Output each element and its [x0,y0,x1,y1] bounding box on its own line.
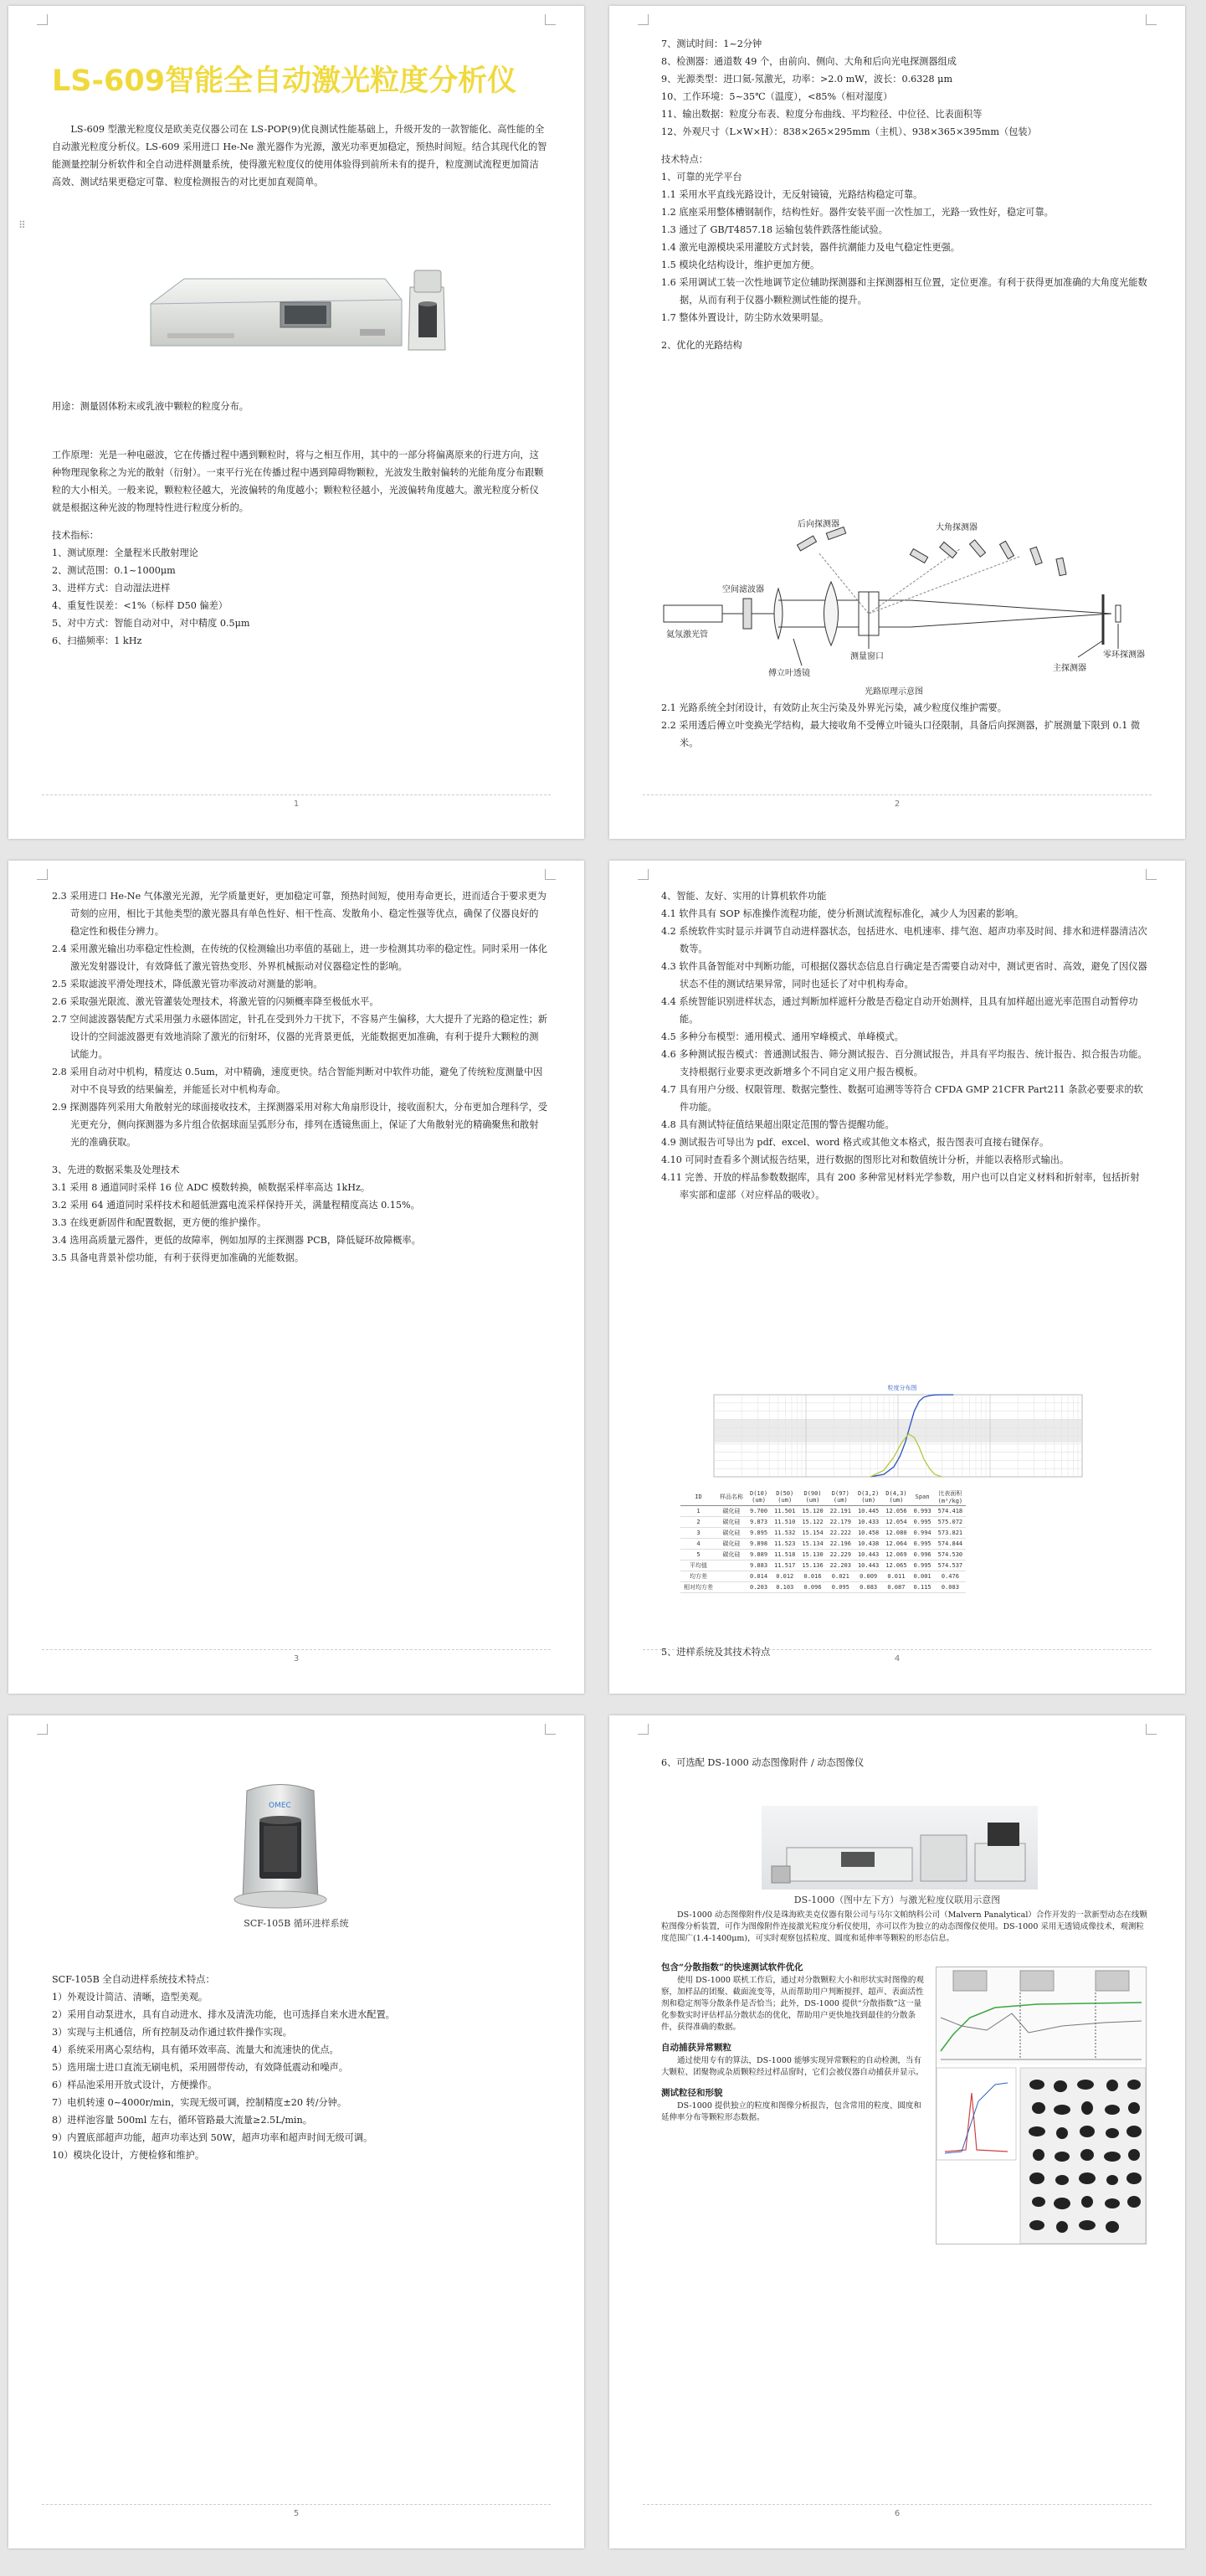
ds1000-description: DS-1000 动态图像附件/仪是珠海欧美克仪器有限公司与马尔文帕纳科公司（Malvern Panalytical）合作开发的一款新型动态在线颗粒图像分析装置，可作为图像附件连接激光粒度分析仪使用，亦可以作为独立的动态图像仪使用。DS-1000 采用无透镜成像技术，观测粒度范围广(1.4-1400μm)，可实时观察包括粒度、圆度和延伸率等颗粒的形态信息。 [661,1910,1147,1943]
table-cell: 0.115 [911,1582,935,1593]
feature-item: 1.1 采用水平直线光路设计，无反射镜镜，光路结构稳定可靠。 [661,189,923,200]
crop-mark [638,1724,649,1735]
feature-item: 1.4 激光电源模块采用灌胶方式封装，器件抗潮能力及电气稳定性更强。 [661,242,960,253]
table-cell: 9.895 [747,1528,771,1539]
table-cell: 12.054 [882,1517,910,1528]
document-page-1 [8,6,584,839]
feature-heading: 包含“分散指数”的快速测试软件优化 [661,1962,803,1972]
feature-item: 4.11 完善、开放的样品参数数据库，具有 200 多种常见材料光学参数，用户也可以自定义材料和折射率，包括折射率实部和虚部（对应样品的吸收）。 [661,1172,1140,1201]
table-cell: 12.069 [882,1550,910,1561]
feature-item: 2）采用自动泵进水，具有自动进水、排水及清洗功能，也可选择自来水进水配置。 [52,2009,395,2020]
table-cell: 碳化硅 [716,1528,747,1539]
table-header-cell: D(4,3) (um) [882,1489,910,1506]
page-number: 3 [293,1654,300,1663]
intro-paragraph: LS-609 型激光粒度仪是欧美克仪器公司在 LS-POP(9)优良测试性能基础上，升级开发的一款智能化、高性能的全自动激光粒度分析仪。LS-609 采用进口 He-Ne 激光器作为光源，激光功率更加稳定，预热时间短。结合其现代化的智能测量控制分析软件和全自动进样测量系统，使得激光粒度仪的使用体验得到前所未有的提升，粒度测试流程更加简洁高效、测试结果更稳定可靠、粒度检测报告的对比更加直观简单。 [52,124,547,188]
feature-item: 4.2 系统软件实时显示并调节自动进样器状态，包括进水、电机速率、排气泡、超声功率及时间、排水和进样器清洁次数等。 [661,926,1147,954]
feature-item: 4.1 软件具有 SOP 标准操作流程功能，使分析测试流程标准化，减少人为因素的影响。 [661,908,1024,919]
feature-heading: 测试粒径和形貌 [661,2088,723,2098]
table-cell: 0.993 [911,1506,935,1517]
table-header-cell: D(3,2) (um) [854,1489,882,1506]
table-cell: 碳化硅 [716,1550,747,1561]
feature-item: 3.2 采用 64 通道同时采样技术和超低泄露电流采样保持开关，满量程精度高达 0.15%。 [52,1200,420,1211]
table-cell [716,1571,747,1582]
table-cell: 22.229 [827,1550,854,1561]
document-page-2 [609,6,1185,839]
results-table [680,1489,966,1593]
table-cell: 15.154 [798,1528,826,1539]
page-number: 6 [894,2509,901,2518]
feature-item: 4.6 多种测试报告模式：普通测试报告、筛分测试报告、百分测试报告，并具有平均报告、统计报告、拟合报告功能。支持根据行业要求更改新增多个不同自定义用户报告模板。 [661,1049,1147,1077]
feature-item: 2.2 采用透后傅立叶变换光学结构，最大接收角不受傅立叶镜头口径限制，具备后向探测器，扩展测量下限到 0.1 微米。 [661,720,1141,748]
table-cell: 均方差 [680,1571,716,1582]
table-cell: 10.458 [854,1528,882,1539]
table-cell: 9.883 [747,1561,771,1571]
table-cell [716,1561,747,1571]
crop-mark [545,14,556,25]
table-cell: 574.418 [935,1506,967,1517]
table-cell: 碳化硅 [716,1539,747,1550]
feature-item: 6）样品池采用开放式设计，方便操作。 [52,2080,218,2090]
feature-text: DS-1000 提供独立的粒度和图像分析报告，包含常用的粒度、圆度和延伸率分布等颗粒形态数据。 [661,2101,921,2122]
table-header-cell: D(97) (um) [827,1489,854,1506]
table-header-cell: D(90) (um) [798,1489,826,1506]
table-cell: 574.537 [935,1561,967,1571]
document-page-5 [8,1715,584,2548]
feature-item: 5）选用瑞士进口直流无刷电机，采用圆带传动，有效降低震动和噪声。 [52,2062,348,2073]
table-cell: 573.821 [935,1528,967,1539]
table-cell: 0.012 [771,1571,798,1582]
feature-item: 3.5 具备电背景补偿功能，有利于获得更加准确的光能数据。 [52,1252,305,1263]
table-cell: 0.083 [854,1582,882,1593]
page-number: 5 [293,2509,300,2518]
spec-item: 2、测试范围：0.1~1000μm [52,565,176,576]
feature-text: 通过使用专有的算法，DS-1000 能够实现异常颗粒的自动检测，当有大颗粒、团聚物或杂质颗粒经过样品窗时，它们会被仪器自动捕获并显示。 [661,2056,924,2077]
table-cell: 574.530 [935,1550,967,1561]
page-footer [42,794,551,820]
crop-mark [1146,1724,1157,1735]
diagram-label: 空间滤波器 [722,585,764,594]
page-footer [643,2504,1152,2530]
feature-item: 4.4 系统智能识别进样状态，通过判断加样遮杆分散是否稳定自动开始测样，且具有加样超出遮光率范围自动暂停功能。 [661,996,1138,1025]
feature-item: 7）电机转速 0~4000r/min，实现无级可调，控制精度±20 转/分钟。 [52,2097,347,2108]
section-heading: 6、可选配 DS-1000 动态图像附件 / 动态图像仪 [661,1757,865,1768]
feature-item: 1.3 通过了 GB/T4857.18 运输包装件跌落性能试验。 [661,224,888,235]
table-cell: 平均值 [680,1561,716,1571]
diagram-label: 测量窗口 [850,652,884,661]
section-heading: 1、可靠的光学平台 [661,172,742,183]
table-header-cell: D(10) (um) [747,1489,771,1506]
table-cell: 0.087 [882,1582,910,1593]
feature-item: 4.3 软件具备智能对中判断功能，可根据仪器状态信息自行确定是否需要自动对中，测试更省时、高效，避免了因仪器状态不佳的测试结果异常，同时也延长了对中机构寿命。 [661,961,1147,990]
spec-item: 9、光源类型：进口氦-氖激光，功率：>2.0 mW，波长：0.6328 μm [661,74,953,85]
table-header-cell: ID [680,1489,716,1506]
table-row [680,1506,966,1517]
table-cell: 0.083 [935,1582,967,1593]
table-cell: 15.136 [798,1561,826,1571]
spec-item: 5、对中方式：智能自动对中，对中精度 0.5μm [52,618,250,629]
table-header-cell: Span [911,1489,935,1506]
table-cell: 0.995 [911,1561,935,1571]
drag-handle-icon[interactable]: ⠿ [18,219,26,231]
table-cell: 22.179 [827,1517,854,1528]
spec-item: 8、检测器：通道数 49 个，由前向、侧向、大角和后向光电探测器组成 [661,56,957,67]
table-cell: 9.873 [747,1517,771,1528]
table-cell: 4 [680,1539,716,1550]
spec-item: 4、重复性误差：<1%（标样 D50 偏差） [52,600,228,611]
principle-paragraph: 工作原理：光是一种电磁波，它在传播过程中遇到颗粒时，将与之相互作用，其中的一部分将偏离原来的行进方向，这种物理现象称之为光的散射（衍射）。一束平行光在传播过程中遇到障碍物颗粒，光波发生散射偏转的光能角度分布跟颗粒的大小相关。一般来说，颗粒粒径越大，光波偏转的角度越小；颗粒粒径越小，光波偏转角度越大。激光粒度分析仪就是根据这种光波的物理特性进行粒度分析的。 [52,450,544,513]
feature-item: 1.7 整体外置设计，防尘防水效果明显。 [661,312,829,323]
diagram-label: 氦氖激光管 [666,630,708,640]
feature-item: 2.7 空间滤波器装配方式采用强力永磁体固定，针孔在受到外力干扰下，不容易产生偏移，大大提升了光路的稳定性；新设计的空间滤波器更有效地消除了激光的衍射环，仪器的光背景更低，光能数据更加准确，有利于提升大颗粒的测试能力。 [52,1014,547,1060]
table-cell: 11.517 [771,1561,798,1571]
table-cell: 15.120 [798,1506,826,1517]
table-header-row [680,1489,966,1506]
section-heading: 2、优化的光路结构 [661,340,742,351]
table-cell: 9.898 [747,1539,771,1550]
svg-text:OMEC: OMEC [269,1802,291,1810]
spec-item: 3、进样方式：自动湿法进样 [52,583,171,594]
usage-paragraph: 用途：测量固体粉末或乳液中颗粒的粒度分布。 [52,401,249,412]
feature-item: 4.9 测试报告可导出为 pdf、excel、word 格式或其他文本格式，报告图表可直接右键保存。 [661,1137,1049,1148]
table-cell: 15.134 [798,1539,826,1550]
ds1000-photo [762,1806,1038,1890]
table-row [680,1517,966,1528]
page-footer [42,1649,551,1675]
document-title: LS-609智能全自动激光粒度分析仪 [52,64,517,98]
crop-mark [638,869,649,880]
feature-item: 1.2 底座采用整体槽钢制作，结构性好。器件安装平面一次性加工，光路一致性好，稳定可靠。 [661,207,1054,218]
spec-item: 10、工作环境：5~35℃（温度），<85%（相对湿度） [661,91,893,102]
document-page-4 [609,861,1185,1694]
table-cell: 10.445 [854,1506,882,1517]
table-cell: 0.995 [911,1539,935,1550]
feature-heading: 自动捕获异常颗粒 [661,2043,731,2053]
feature-item: 4）系统采用离心泵结构，具有循环效率高、流量大和流速快的优点。 [52,2044,339,2055]
feature-item: 3.1 采用 8 通道同时采样 16 位 ADC 模数转换，帧数据采样率高达 1kHz。 [52,1182,371,1193]
photo-caption: DS-1000（图中左下方）与激光粒度仪联用示意图 [793,1895,1001,1905]
diagram-label: 大角探测器 [936,523,978,532]
table-cell: 相对均方差 [680,1582,716,1593]
feature-item: 3.4 选用高质量元器件，更低的故障率，例如加厚的主探测器 PCB，降低疑环故障概率。 [52,1235,421,1246]
table-cell: 11.518 [771,1550,798,1561]
feature-item: 2.8 采用自动对中机构，精度达 0.5um，对中精确，速度更快。结合智能判断对中软件功能，避免了传统粒度测量中因对中不良导致的结果偏差，并能延长对中机构寿命。 [52,1067,543,1095]
table-cell: 0.996 [911,1550,935,1561]
optical-path-diagram [659,515,1145,701]
table-cell: 12.065 [882,1561,910,1571]
scf-105b-photo [213,1774,347,1912]
section-heading: 5、进样系统及其技术特点 [661,1647,771,1658]
table-cell: 2 [680,1517,716,1528]
table-cell: 0.476 [935,1571,967,1582]
table-cell: 11.523 [771,1539,798,1550]
table-cell: 0.203 [747,1582,771,1593]
photo-caption: SCF-105B 循环进样系统 [244,1918,349,1929]
feature-item: 2.4 采用激光输出功率稳定性检测，在传统的仅检测输出功率值的基础上，进一步检测其功率的稳定性。同时采用一体化激光发射器设计，有效降低了激光管热变形、外界机械振动对仪器稳定性的影响。 [52,944,547,972]
table-cell: 碳化硅 [716,1506,747,1517]
spec-heading: 技术指标： [52,530,99,541]
table-cell: 10.438 [854,1539,882,1550]
table-cell: 22.191 [827,1506,854,1517]
spec-item: 12、外观尺寸（L×W×H）：838×265×295mm（主机）、938×365×395mm（包装） [661,126,1037,137]
table-cell: 10.433 [854,1517,882,1528]
diagram-label: 傅立叶透镜 [768,669,810,678]
table-cell: 12.064 [882,1539,910,1550]
table-cell: 22.203 [827,1561,854,1571]
table-row [680,1528,966,1539]
document-page-6 [609,1715,1185,2548]
crop-mark [37,869,48,880]
feature-item: 2.1 光路系统全封闭设计，有效防止灰尘污染及外界光污染，减少粒度仪维护需要。 [661,702,1007,713]
diagram-caption: 光路原理示意图 [865,687,923,697]
feature-item: 4.5 多种分布模型：通用模式、通用窄峰模式、单峰模式。 [661,1031,904,1042]
table-cell: 0.095 [827,1582,854,1593]
crop-mark [37,14,48,25]
table-cell: 0.016 [798,1571,826,1582]
table-cell: 9.889 [747,1550,771,1561]
table-row [680,1571,966,1582]
page-number: 2 [894,800,901,809]
table-cell: 9.700 [747,1506,771,1517]
spec-item: 1、测试原理：全量程米氏散射理论 [52,548,198,558]
feature-item: 4.7 具有用户分级、权限管理、数据完整性、数据可追溯等等符合 CFDA GMP 21CFR Part211 条款必要要求的软件功能。 [661,1084,1143,1113]
feature-item: 2.5 采取滤波平滑处理技术，降低激光管功率波动对测量的影响。 [52,979,323,990]
table-cell: 575.072 [935,1517,967,1528]
table-cell: 11.510 [771,1517,798,1528]
table-cell: 10.443 [854,1550,882,1561]
spec-item: 6、扫描频率：1 kHz [52,635,142,646]
table-cell: 3 [680,1528,716,1539]
feature-item: 1.5 模块化结构设计，维护更加方便。 [661,260,820,270]
table-cell: 11.532 [771,1528,798,1539]
table-header-cell: 样品名称 [716,1489,747,1506]
page-number: 1 [293,800,300,809]
feature-item: 2.3 采用进口 He-Ne 气体激光光源，光学质量更好，更加稳定可靠，预热时间短，使用寿命更长，进而适合于要求更为苛刻的应用，相比于其他类型的激光器具有单色性好、相干性高、发散角小、稳定性强等优点，确保了仪器良好的稳定性和极佳分辨力。 [52,891,547,937]
table-cell: 0.014 [747,1571,771,1582]
crop-mark [545,869,556,880]
section-heading: 4、智能、友好、实用的计算机软件功能 [661,891,827,902]
table-cell: 0.021 [827,1571,854,1582]
table-cell [716,1582,747,1593]
table-header-cell: D(50) (um) [771,1489,798,1506]
feature-item: 8）进样池容量 500ml 左右，循环管路最大流量≥2.5L/min。 [52,2115,312,2126]
table-cell: 0.994 [911,1528,935,1539]
spec-item: 7、测试时间：1~2分钟 [661,39,762,49]
table-cell: 15.130 [798,1550,826,1561]
table-row [680,1550,966,1561]
crop-mark [37,1724,48,1735]
feature-item: 9）内置底部超声功能，超声功率达到 50W，超声功率和超声时间无级可调。 [52,2132,373,2143]
table-cell: 10.443 [854,1561,882,1571]
table-cell: 0.103 [771,1582,798,1593]
feature-item: 4.10 可同时查看多个测试报告结果，进行数据的图形比对和数值统计分析，并能以表格形式输出。 [661,1154,1070,1165]
feature-item: 3.3 在线更新固件和配置数据，更方便的维护操作。 [52,1217,267,1228]
table-cell: 0.001 [911,1571,935,1582]
feature-item: 1.6 采用调试工装一次性地调节定位辅助探测器和主探测器相互位置，定位更准。有利于获得更加准确的大角度光能数据，从而有利于仪器小颗粒测试性能的提升。 [661,277,1147,306]
table-row [680,1539,966,1550]
results-table-wrapper [680,1489,1116,1593]
table-row [680,1561,966,1571]
document-page-3 [8,861,584,1694]
table-cell: 0.995 [911,1517,935,1528]
feature-item: 2.9 探测器阵列采用大角散射光的球面接收技术，主探测器采用对称大角扇形设计，接收面积大，分布更加合理科学，受光更充分，侧向探测器为多片组合依据球面呈弧形分布，排列在透镜焦面上，保证了大角散射光的精确聚焦和散射光的准确获取。 [52,1102,547,1148]
feature-item: 3）实现与主机通信，所有控制及动作通过软件操作实现。 [52,2027,292,2038]
table-cell: 12.080 [882,1528,910,1539]
table-cell: 11.501 [771,1506,798,1517]
spec-item: 11、输出数据：粒度分布表、粒度分布曲线、平均粒径、中位径、比表面积等 [661,109,983,120]
dispersion-software-screenshot [936,1967,1147,2244]
table-cell: 15.122 [798,1517,826,1528]
table-cell: 574.844 [935,1539,967,1550]
table-cell: 1 [680,1506,716,1517]
feature-item: 2.6 采取强光限流、激光管灌装处理技术，将激光管的闪频概率降至极低水平。 [52,996,379,1007]
table-cell: 0.096 [798,1582,826,1593]
diagram-label: 主探测器 [1053,664,1086,673]
distribution-chart [680,1381,1116,1487]
page-number: 4 [894,1654,901,1663]
page-footer [42,2504,551,2530]
feature-item: 4.8 具有测试特征值结果超出限定范围的警告提醒功能。 [661,1119,895,1130]
crop-mark [1146,869,1157,880]
feature-item: 1）外观设计简洁、清晰，造型美观。 [52,1992,208,2003]
table-cell: 22.196 [827,1539,854,1550]
diagram-label: 后向探测器 [798,520,839,529]
spec-heading: SCF-105B 全自动进样系统技术特点： [52,1974,215,1985]
section-heading: 3、先进的数据采集及处理技术 [52,1165,180,1175]
table-header-cell: 比表面积 (m²/kg) [935,1489,967,1506]
crop-mark [545,1724,556,1735]
feature-item: 10）模块化设计，方便检修和维护。 [52,2150,205,2161]
page-footer [643,1649,1152,1675]
table-cell: 碳化硅 [716,1517,747,1528]
diagram-label: 零环探测器 [1103,650,1145,660]
chart-title: 粒度分布图 [887,1385,917,1391]
crop-mark [638,14,649,25]
crop-mark [1146,14,1157,25]
table-cell: 0.009 [854,1571,882,1582]
table-cell: 5 [680,1550,716,1561]
table-cell: 12.056 [882,1506,910,1517]
features-heading: 技术特点： [661,154,708,165]
instrument-photo [134,254,452,371]
feature-text: 使用 DS-1000 联机工作后，通过对分散颗粒大小和形状实时图像的观察，加样品的团聚、截面流变等，从而帮助用户判断搅拌、超声、表面活性剂和稳定剂等分散条件是否恰当；此外，DS-1000 提供“分散指数”这一量化参数实时评估样品分散状态的优化，帮助用户更快地找到最佳的分散条件，获得准确的数据。 [661,1976,924,2032]
table-cell: 22.222 [827,1528,854,1539]
table-cell: 0.011 [882,1571,910,1582]
page-footer [643,794,1152,820]
table-row [680,1582,966,1593]
